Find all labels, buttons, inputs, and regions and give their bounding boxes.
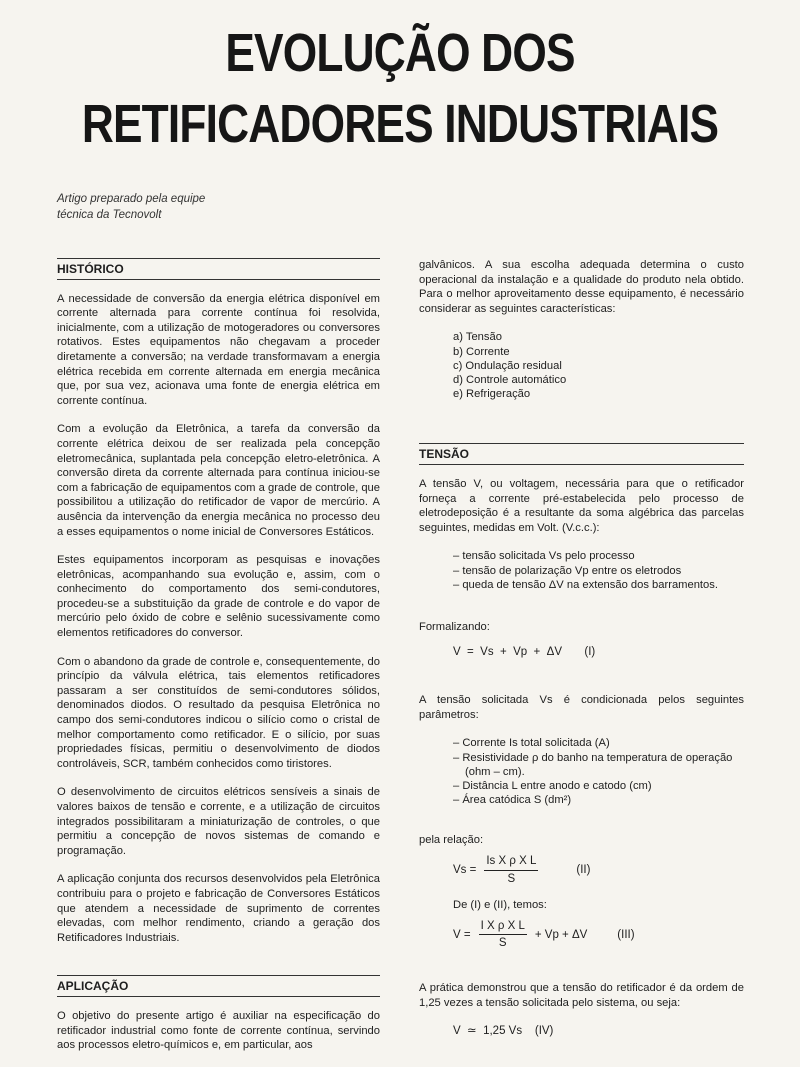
historico-heading: HISTÓRICO bbox=[57, 258, 380, 280]
equation-3 bbox=[419, 919, 744, 951]
right-column bbox=[419, 258, 744, 1055]
eq2-numerator: Is X ρ X L bbox=[484, 854, 538, 871]
equation-2 bbox=[419, 854, 744, 886]
aplicacao-paragraph-1: O objetivo do presente artigo é auxiliar na especificação do retificador industrial como fonte de corrente contínua, servindo aos processos eletro-químicos e, em particular, aos bbox=[57, 1009, 380, 1052]
historico-paragraph-2: Com a evolução da Eletrônica, a tarefa da conversão da corrente elétrica deixou de ser realizada pela concepção eletromecânica, suplantada pela concepção eletro-eletrônica. A conversão direta da corrente alternada para contínua iniciou-se com a fabricação de equipamentos com a grade de controle, que possibilitou a utilização do retificador de vapor de mercúrio. A ausência da intervenção da energia mecânica no processo deu a esses equipamentos o nome inicial de Conversores Estáticos. bbox=[57, 423, 380, 538]
left-column bbox=[57, 258, 380, 1067]
eq3-rest: + Vp + ΔV bbox=[534, 928, 588, 941]
historico-paragraph-5: O desenvolvimento de circuitos elétricos sensíveis a sinais de valores baixos de tensão e corrente, e a utilização de circuitos integrados possibilitaram a miniaturização de controles, o que permitiu a concepção de novos sistemas de comando e programação. bbox=[57, 786, 380, 857]
list-item: – Resistividade ρ do banho na temperatura de operação (ohm – cm). bbox=[453, 751, 733, 778]
aplicacao-paragraph-2: galvânicos. A sua escolha adequada determina o custo operacional da instalação e a qualidade do produto nela obtido. Para o melhor aproveitamento desse equipamento, é necessário considerar as seguintes características: bbox=[419, 259, 744, 315]
historico-paragraph-3: Estes equipamentos incorporam as pesquisas e inovações eletrônicas, acompanhando sua evolução e, assim, com o conhecimento do comportamento dos semi-condutores, procedeu-se a substituição da grade de controle e do vapor de mercúrio pelo óxido de cobre e selênio sucessivamente como elementos retificadores do conversor. bbox=[57, 554, 380, 640]
list-item: d) Controle automático bbox=[453, 373, 567, 386]
byline-line-2: técnica da Tecnovolt bbox=[57, 209, 162, 221]
list-item: – Distância L entre anodo e catodo (cm) bbox=[453, 779, 652, 792]
parameters-list bbox=[419, 736, 744, 807]
list-item: e) Refrigeração bbox=[453, 388, 531, 401]
tensao-paragraph-3: A prática demonstrou que a tensão do retificador é da ordem de 1,25 vezes a tensão solicitada pelo sistema, ou seja: bbox=[419, 981, 744, 1009]
eq3-denominator: S bbox=[498, 937, 507, 950]
eq2-tag: (II) bbox=[576, 863, 591, 876]
de-i-e-ii-label: De (I) e (II), temos: bbox=[453, 899, 547, 912]
historico-paragraph-6: A aplicação conjunta dos recursos desenvolvidos pela Eletrônica contribuiu para o projeto e fabricação de Conversores Estáticos que atendem a necessidade de suprimento de correntes elevadas, com melhor rendimento, criando a geração dos Retificadores Industriais. bbox=[57, 873, 380, 944]
tensao-heading: TENSÃO bbox=[419, 443, 744, 465]
eq3-lhs: V = bbox=[453, 928, 471, 941]
eq2-lhs: Vs = bbox=[453, 863, 477, 876]
tensao-paragraph-2: A tensão solicitada Vs é condicionada pelos seguintes parâmetros: bbox=[419, 694, 744, 721]
eq2-fraction bbox=[484, 854, 538, 886]
voltage-components-list bbox=[419, 549, 744, 592]
list-item: – Corrente Is total solicitada (A) bbox=[453, 737, 610, 750]
aplicacao-heading: APLICAÇÃO bbox=[57, 975, 380, 997]
list-item: b) Corrente bbox=[453, 345, 510, 358]
eq3-numerator: I X ρ X L bbox=[479, 919, 527, 936]
list-item: a) Tensão bbox=[453, 331, 502, 344]
list-item: – tensão de polarização Vp entre os eletrodos bbox=[453, 564, 682, 577]
list-item: – Área catódica S (dm²) bbox=[453, 794, 572, 807]
eq3-fraction bbox=[479, 919, 527, 951]
byline-line-1: Artigo preparado pela equipe bbox=[57, 193, 206, 205]
eq3-tag: (III) bbox=[617, 928, 635, 941]
title-line-2: RETIFICADORES INDUSTRIAIS bbox=[81, 94, 719, 154]
equation-1: V = Vs + Vp + ΔV (I) bbox=[453, 645, 596, 658]
tensao-paragraph-1: A tensão V, ou voltagem, necessária para que o retificador forneça a corrente pré-estabelecida pelo processo de eletrodeposição é a resultante da soma algébrica das parcelas seguintes, medidas em Volt. (V.c.c.): bbox=[419, 477, 744, 534]
historico-paragraph-1: A necessidade de conversão da energia elétrica disponível em corrente alternada para corrente contínua foi resolvida, inicialmente, com a utilização de motogeradores ou conversores rotativos. Estes equipamentos não chegavam a proceder diretamente a conversão; na verdade transformavam a energia elétrica recebida em corrente alternada em energia mecânica que, por sua vez, acionava uma fonte de energia elétrica em corrente contínua. bbox=[57, 292, 380, 407]
characteristics-list bbox=[419, 330, 744, 401]
title-line-1: EVOLUÇÃO DOS bbox=[225, 23, 575, 83]
eq2-denominator: S bbox=[507, 872, 516, 885]
formalizando-label: Formalizando: bbox=[419, 620, 490, 633]
equation-4: V ≃ 1,25 Vs (IV) bbox=[453, 1025, 554, 1038]
byline bbox=[57, 191, 205, 223]
list-item: c) Ondulação residual bbox=[453, 359, 562, 372]
pela-relacao-label: pela relação: bbox=[419, 834, 484, 847]
list-item: – queda de tensão ΔV na extensão dos barramentos. bbox=[453, 578, 718, 591]
historico-paragraph-4: Com o abandono da grade de controle e, consequentemente, do princípio da válvula elétrica, tais elementos retificadores passaram a ser constituídos de semi-condutores sólidos, denominados diodos. O resultado da pesquisa Eletrônica no campo dos semi-condutores indicou o silício como o cristal de melhor comportamento como retificador. E o silício, por suas propriedades físicas, permitiu o desenvolvimento de diodos controláveis, SCR, também conhecidos como tiristores. bbox=[57, 655, 380, 770]
list-item: – tensão solicitada Vs pelo processo bbox=[453, 550, 635, 563]
